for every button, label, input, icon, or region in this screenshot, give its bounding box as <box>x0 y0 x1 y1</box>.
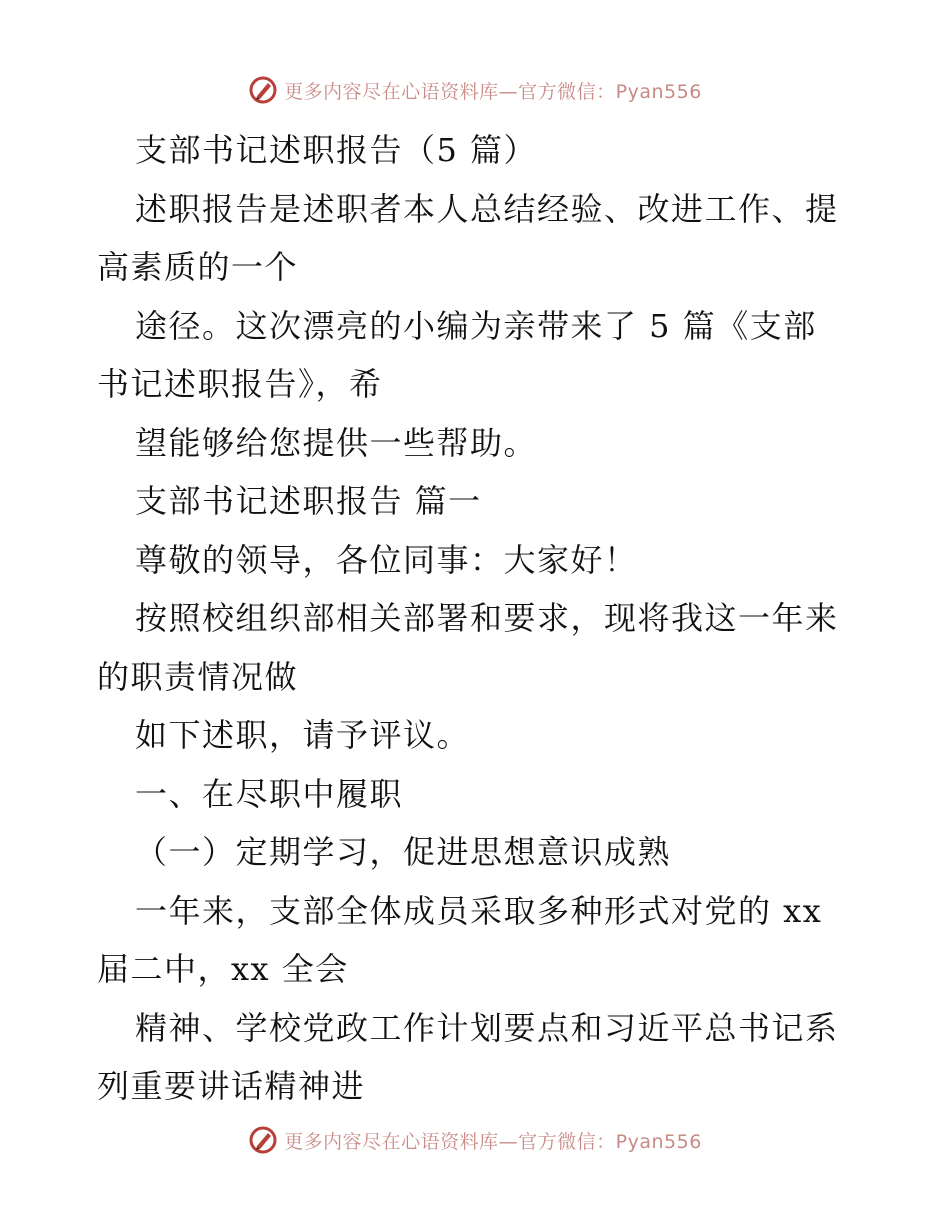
paragraph-line: 途径。这次漂亮的小编为亲带来了 5 篇《支部 <box>135 306 817 345</box>
paragraph-line: 按照校组织部相关部署和要求，现将我这一年来 <box>135 599 839 637</box>
paragraph-line: 述职报告是述职者本人总结经验、改进工作、提 <box>135 189 839 228</box>
paragraph-line: 尊敬的领导，各位同事：大家好！ <box>135 540 638 579</box>
paragraph-line: 列重要讲话精神进 <box>97 1067 366 1105</box>
paragraph-line: 届二中，xx 全会 <box>97 950 349 988</box>
footer-watermark <box>0 1120 950 1160</box>
document-body <box>97 121 857 1116</box>
pen-logo-icon <box>248 1125 278 1155</box>
paragraph-line: 支部书记述职报告（5 篇） <box>135 131 538 169</box>
paragraph-line: 如下述职，请予评议。 <box>135 716 471 754</box>
paragraph-line: 望能够给您提供一些帮助。 <box>135 423 538 462</box>
watermark-text: 更多内容尽在心语资料库—官方微信：Pyan556 <box>284 1130 702 1153</box>
header-watermark <box>0 70 950 110</box>
paragraph-line: 的职责情况做 <box>97 657 299 696</box>
paragraph-line: 精神、学校党政工作计划要点和习近平总书记系 <box>135 1008 839 1047</box>
paragraph-line: 支部书记述职报告 篇一 <box>135 482 482 520</box>
paragraph-line: 一年来，支部全体成员采取多种形式对党的 xx <box>135 891 823 930</box>
watermark-text: 更多内容尽在心语资料库—官方微信：Pyan556 <box>284 80 702 103</box>
paragraph-line: 书记述职报告》，希 <box>97 365 383 403</box>
paragraph-line: 一、在尽职中履职 <box>135 774 404 813</box>
paragraph-line: 高素质的一个 <box>97 248 299 286</box>
pen-logo-icon <box>248 75 278 105</box>
paragraph-line: （一）定期学习，促进思想意识成熟 <box>135 833 672 871</box>
